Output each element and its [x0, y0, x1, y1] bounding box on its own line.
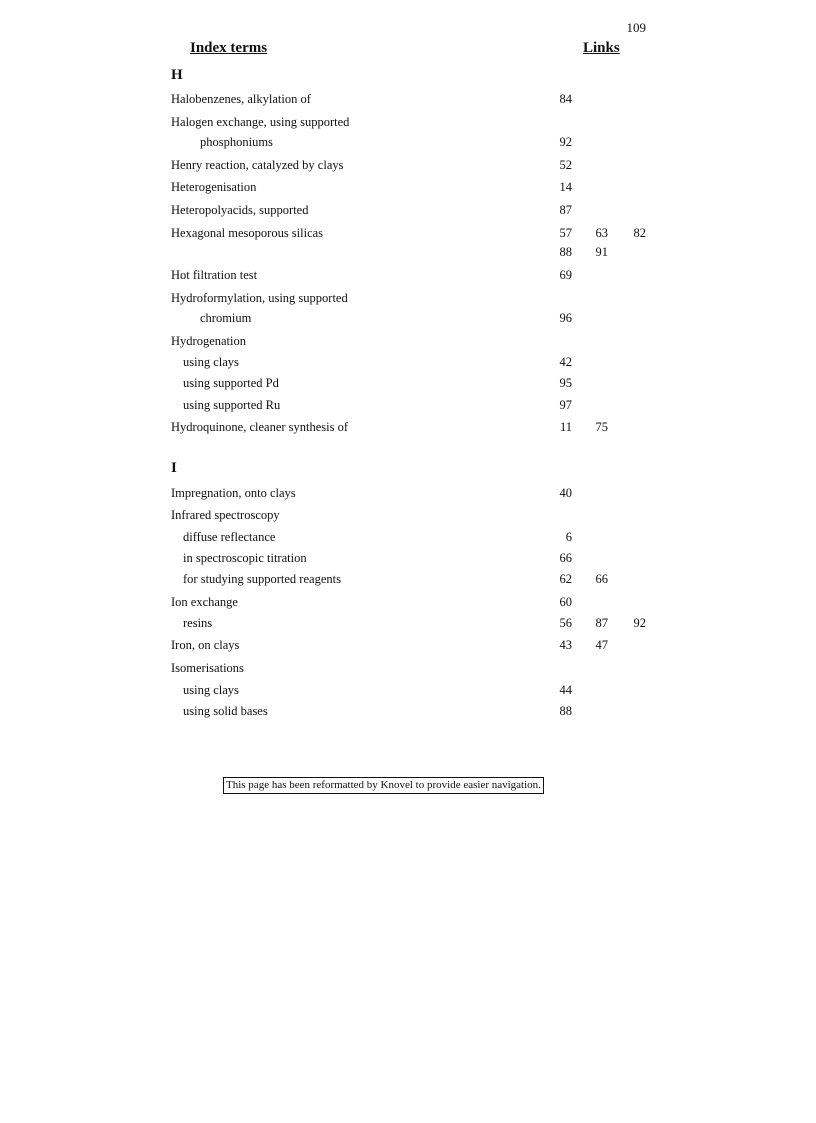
page-link[interactable]: 60 — [559, 595, 572, 609]
entry-term: using supported Ru — [183, 398, 281, 412]
page-link[interactable]: 62 — [559, 572, 572, 586]
entry-term: Iron, on clays — [171, 638, 240, 652]
entry-term: using solid bases — [183, 704, 268, 718]
page-link[interactable]: 92 — [559, 135, 572, 149]
page-link[interactable]: 91 — [595, 245, 608, 259]
index-subentry — [0, 704, 816, 722]
entry-term: Halogen exchange, using supported — [171, 115, 350, 129]
page-link[interactable]: 92 — [633, 616, 646, 630]
index-subentry — [0, 616, 816, 634]
index-subentry — [0, 530, 816, 548]
entry-term: using clays — [183, 355, 239, 369]
page-link[interactable]: 52 — [559, 158, 572, 172]
section-letter-h: H — [171, 67, 183, 83]
index-entry-continuation — [0, 245, 816, 263]
entry-term: Heterogenisation — [171, 180, 257, 194]
entry-term: chromium — [200, 311, 252, 325]
index-subentry — [0, 683, 816, 701]
index-entry — [0, 226, 816, 244]
entry-term: Hydroformylation, using supported — [171, 291, 348, 305]
page-link[interactable]: 82 — [633, 226, 646, 240]
entry-term: Hydroquinone, cleaner synthesis of — [171, 420, 349, 434]
index-entry — [0, 334, 816, 352]
page-link[interactable]: 97 — [559, 398, 572, 412]
page-link[interactable]: 96 — [559, 311, 572, 325]
page-number: 109 — [626, 20, 646, 35]
entry-term: Halobenzenes, alkylation of — [171, 92, 311, 106]
page-link[interactable]: 87 — [595, 616, 608, 630]
entry-term: Hexagonal mesoporous silicas — [171, 226, 324, 240]
page-link[interactable]: 66 — [595, 572, 608, 586]
page-link[interactable]: 6 — [565, 530, 572, 544]
page-link[interactable]: 42 — [559, 355, 572, 369]
index-subentry — [0, 398, 816, 416]
index-entry — [0, 92, 816, 110]
entry-term: resins — [183, 616, 213, 630]
page-link[interactable]: 14 — [559, 180, 572, 194]
index-entry — [0, 638, 816, 656]
entry-term: Ion exchange — [171, 595, 238, 609]
index-entry — [0, 508, 816, 526]
page-link[interactable]: 11 — [559, 420, 572, 434]
entry-term: using clays — [183, 683, 239, 697]
index-entry — [0, 595, 816, 613]
index-subentry — [0, 355, 816, 373]
index-entry — [0, 180, 816, 198]
page-link[interactable]: 84 — [559, 92, 572, 106]
page-link[interactable]: 44 — [559, 683, 572, 697]
entry-term: Henry reaction, catalyzed by clays — [171, 158, 344, 172]
index-entry — [0, 268, 816, 286]
entry-term: Hot filtration test — [171, 268, 258, 282]
index-entry — [0, 420, 816, 438]
page-link[interactable]: 63 — [595, 226, 608, 240]
entry-term: Impregnation, onto clays — [171, 486, 296, 500]
index-entry — [0, 115, 816, 133]
page-link[interactable]: 57 — [559, 226, 572, 240]
entry-term: Hydrogenation — [171, 334, 246, 348]
index-entry — [0, 291, 816, 309]
page-link[interactable]: 40 — [559, 486, 572, 500]
index-entry — [0, 203, 816, 221]
index-entry-continuation — [0, 135, 816, 153]
entry-term: phosphoniums — [200, 135, 273, 149]
entry-term: Infrared spectroscopy — [171, 508, 280, 522]
entry-term: in spectroscopic titration — [183, 551, 307, 565]
index-subentry — [0, 551, 816, 569]
index-entry — [0, 486, 816, 504]
links-header: Links — [583, 40, 620, 56]
page-link[interactable]: 66 — [559, 551, 572, 565]
section-letter-i: I — [171, 460, 177, 476]
index-entry-continuation — [0, 311, 816, 329]
page-link[interactable]: 87 — [559, 203, 572, 217]
index-terms-header: Index terms — [190, 40, 268, 56]
page-link[interactable]: 43 — [559, 638, 572, 652]
page-link[interactable]: 88 — [559, 704, 572, 718]
index-entry — [0, 661, 816, 679]
entry-term: Heteropolyacids, supported — [171, 203, 309, 217]
entry-term: Isomerisations — [171, 661, 244, 675]
index-subentry — [0, 572, 816, 590]
page-link[interactable]: 47 — [595, 638, 608, 652]
reformatted-notice: This page has been reformatted by Knovel to provide easier navigation. — [223, 777, 544, 794]
entry-term: for studying supported reagents — [183, 572, 341, 586]
page-link[interactable]: 75 — [595, 420, 608, 434]
index-subentry — [0, 376, 816, 394]
index-entry — [0, 158, 816, 176]
page-link[interactable]: 88 — [559, 245, 572, 259]
entry-term: diffuse reflectance — [183, 530, 276, 544]
page-link[interactable]: 69 — [559, 268, 572, 282]
page-link[interactable]: 56 — [559, 616, 572, 630]
page-link[interactable]: 95 — [559, 376, 572, 390]
entry-term: using supported Pd — [183, 376, 279, 390]
